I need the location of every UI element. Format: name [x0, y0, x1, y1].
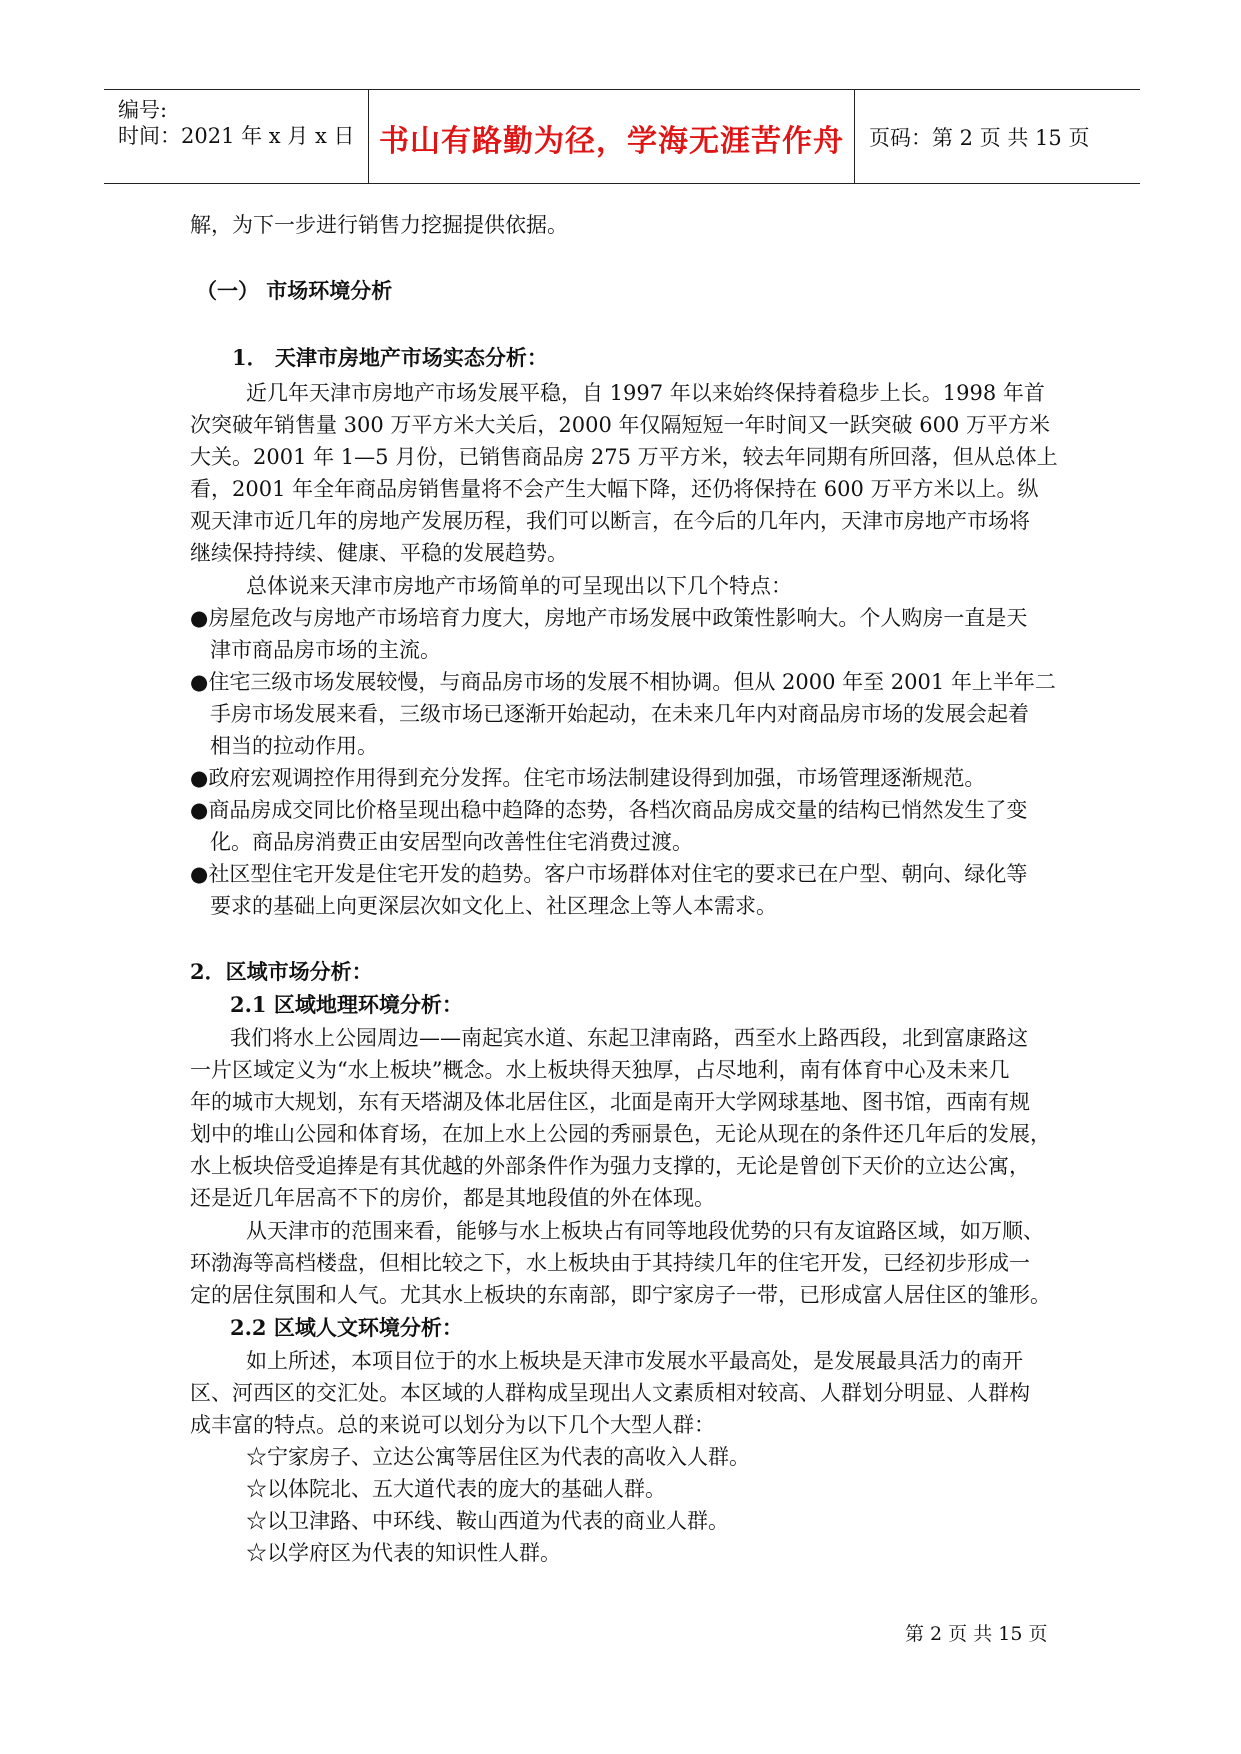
text-line: 年的城市大规划，东有天塔湖及体北居住区，北面是南开大学网球基地、图书馆，西南有规 — [190, 1090, 1030, 1114]
bullet-item: ●商品房成交同比价格呈现出稳中趋降的态势，各档次商品房成交量的结构已悄然发生了变 — [190, 798, 1028, 822]
section-heading: （一） 市场环境分析 — [196, 278, 393, 303]
section-heading: 2．区域市场分析： — [190, 959, 373, 984]
text-line: 看，2001 年全年商品房销售量将不会产生大幅下降，还仍将保持在 600 万平方米以上。纵 — [190, 477, 1039, 501]
bullet-continuation: 要求的基础上向更深层次如文化上、社区理念上等人本需求。 — [210, 894, 777, 918]
text-line: 总体说来天津市房地产市场简单的可呈现出以下几个特点： — [246, 574, 792, 598]
document-date: 时间：2021 年 x 月 x 日 — [118, 124, 355, 148]
star-item: ☆宁家房子、立达公寓等居住区为代表的高收入人群。 — [246, 1445, 750, 1469]
text-line: 区、河西区的交汇处。本区域的人群构成呈现出人文素质相对较高、人群划分明显、人群构 — [190, 1381, 1030, 1405]
text-line: 成丰富的特点。总的来说可以划分为以下几个大型人群： — [190, 1413, 715, 1437]
bullet-item: ●住宅三级市场发展较慢，与商品房市场的发展不相协调。但从 2000 年至 2001 年上半年二 — [190, 670, 1056, 694]
text-line: 如上所述，本项目位于的水上板块是天津市发展水平最高处，是发展最具活力的南开 — [246, 1349, 1023, 1373]
header-motto-cell — [368, 90, 855, 183]
header-page-number: 页码：第 2 页 共 15 页 — [869, 126, 1090, 150]
text-line: 观天津市近几年的房地产发展历程，我们可以断言，在今后的几年内，天津市房地产市场将 — [190, 509, 1030, 533]
header-motto: 书山有路勤为径，学海无涯苦作舟 — [379, 124, 844, 159]
text-line: 定的居住氛围和人气。尤其水上板块的东南部，即宁家房子一带，已形成富人居住区的雏形。 — [190, 1283, 1051, 1307]
subsection-heading: 2.1 区域地理环境分析： — [230, 992, 463, 1017]
footer-page-number: 第 2 页 共 15 页 — [905, 1623, 1048, 1645]
document-number: 编号: — [118, 98, 168, 122]
text-line: 解，为下一步进行销售力挖掘提供依据。 — [190, 213, 568, 237]
bullet-continuation: 津市商品房市场的主流。 — [210, 638, 441, 662]
text-line: 还是近几年居高不下的房价，都是其地段值的外在体现。 — [190, 1186, 715, 1210]
bullet-continuation: 化。商品房消费正由安居型向改善性住宅消费过渡。 — [210, 830, 693, 854]
text-line: 从天津市的范围来看，能够与水上板块占有同等地段优势的只有友谊路区域，如万顺、 — [246, 1219, 1044, 1243]
star-item: ☆以卫津路、中环线、鞍山西道为代表的商业人群。 — [246, 1509, 729, 1533]
star-item: ☆以体院北、五大道代表的庞大的基础人群。 — [246, 1477, 666, 1501]
text-line: 大关。2001 年 1—5 月份，已销售商品房 275 万平方米，较去年同期有所回落，但从总体上 — [190, 445, 1058, 469]
header-page-cell — [855, 90, 1140, 183]
bullet-item: ●政府宏观调控作用得到充分发挥。住宅市场法制建设得到加强，市场管理逐渐规范。 — [190, 766, 986, 790]
text-line: 划中的堆山公园和体育场，在加上水上公园的秀丽景色，无论从现在的条件还几年后的发展， — [190, 1122, 1051, 1146]
subsection-heading: 1． 天津市房地产市场实态分析： — [232, 345, 548, 370]
text-line: 近几年天津市房地产市场发展平稳，自 1997 年以来始终保持着稳步上长。1998 年首 — [246, 381, 1045, 405]
text-line: 环渤海等高档楼盘，但相比较之下，水上板块由于其持续几年的住宅开发，已经初步形成一 — [190, 1251, 1030, 1275]
header-table — [104, 89, 1140, 184]
text-line: 次突破年销售量 300 万平方米大关后，2000 年仅隔短短一年时间又一跃突破 600 万平方米 — [190, 413, 1050, 437]
bullet-item: ●社区型住宅开发是住宅开发的趋势。客户市场群体对住宅的要求已在户型、朝向、绿化等 — [190, 862, 1028, 886]
text-line: 继续保持持续、健康、平稳的发展趋势。 — [190, 541, 568, 565]
bullet-item: ●房屋危改与房地产市场培育力度大，房地产市场发展中政策性影响大。个人购房一直是天 — [190, 606, 1028, 630]
header-left-cell — [104, 90, 368, 183]
text-line: 一片区域定义为“水上板块”概念。水上板块得天独厚，占尽地利，南有体育中心及未来几 — [190, 1058, 1010, 1082]
text-line: 我们将水上公园周边——南起宾水道、东起卫津南路，西至水上路西段，北到富康路这 — [230, 1026, 1028, 1050]
bullet-continuation: 相当的拉动作用。 — [210, 734, 378, 758]
bullet-continuation: 手房市场发展来看，三级市场已逐渐开始起动，在未来几年内对商品房市场的发展会起着 — [210, 702, 1029, 726]
subsection-heading: 2.2 区域人文环境分析： — [230, 1315, 463, 1340]
text-line: 水上板块倍受追捧是有其优越的外部条件作为强力支撑的，无论是曾创下天价的立达公寓， — [190, 1154, 1030, 1178]
star-item: ☆以学府区为代表的知识性人群。 — [246, 1541, 561, 1565]
